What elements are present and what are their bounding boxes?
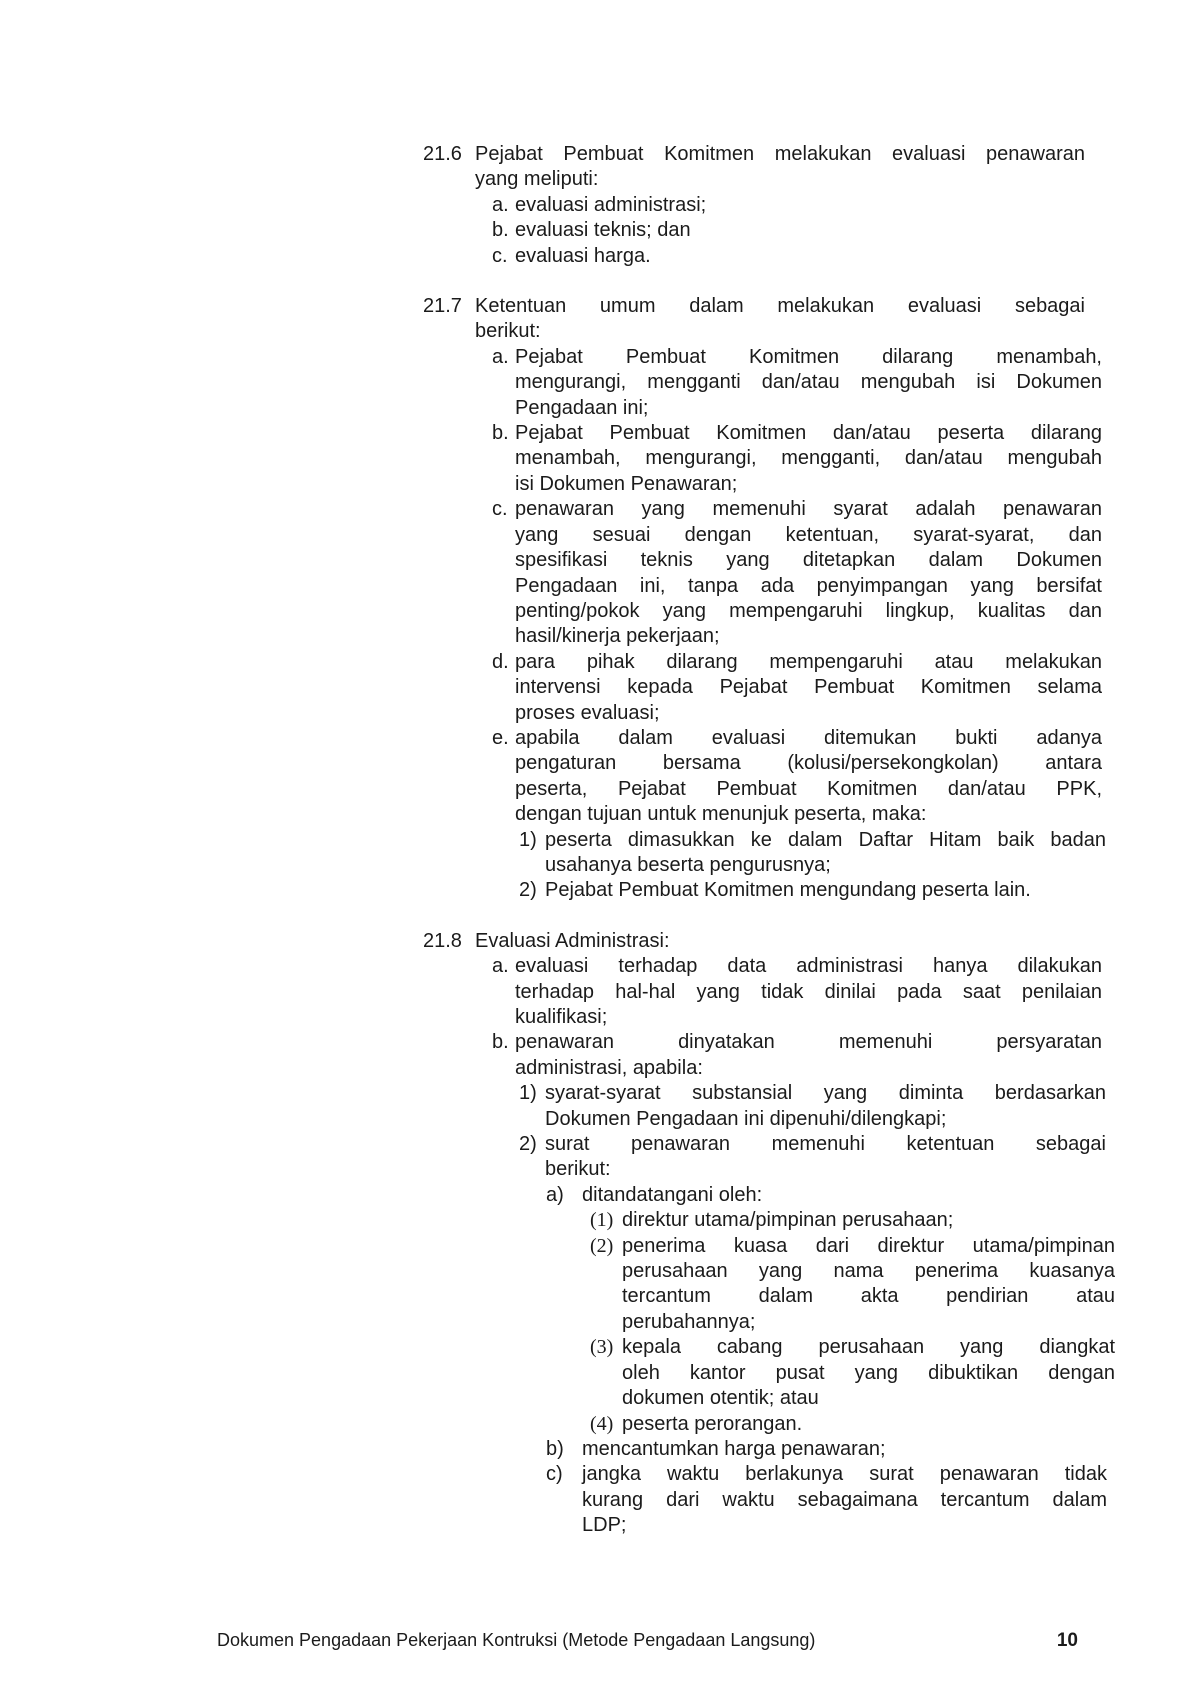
text-line: penerima kuasa dari direktur utama/pimpinan (622, 1234, 1115, 1257)
item-marker: 2) (519, 1133, 537, 1156)
text-line: Pengadaan ini; (515, 396, 649, 419)
item-list (515, 1081, 1115, 1538)
text-line: menambah, mengurangi, mengganti, dan/atau mengubah (515, 447, 1102, 470)
text-line: tercantum dalam akta pendirian atau (622, 1285, 1115, 1308)
text-line: direktur utama/pimpinan perusahaan; (622, 1209, 954, 1232)
text-line: LDP; (582, 1514, 627, 1537)
footer-title: Dokumen Pengadaan Pekerjaan Kontruksi (Metode Pengadaan Langsung) (217, 1630, 816, 1650)
clauses-container (423, 142, 1115, 1564)
text-line: peserta dimasukkan ke dalam Daftar Hitam baik badan (545, 828, 1106, 851)
text-line: administrasi, apabila: (515, 1056, 703, 1079)
text-line: kepala cabang perusahaan yang diangkat (622, 1336, 1115, 1359)
text-line: Pejabat Pembuat Komitmen mengundang peserta lain. (545, 879, 1031, 902)
text-line: intervensi kepada Pejabat Pembuat Komitmen selama (515, 676, 1102, 699)
text-line: Evaluasi Administrasi: (475, 929, 670, 952)
text-line: jangka waktu berlakunya surat penawaran tidak (582, 1463, 1107, 1486)
list-item (492, 954, 1102, 1030)
list-item (519, 878, 1106, 903)
item-marker: c) (546, 1463, 563, 1486)
item-marker: d. (492, 650, 509, 673)
item-marker: a. (492, 955, 509, 978)
list-item (519, 1081, 1106, 1132)
item-marker: 1) (519, 828, 537, 851)
item-body (515, 421, 1102, 497)
clause-number: 21.7 (423, 295, 462, 318)
text-line: penting/pokok yang mempengaruhi lingkup, kualitas dan (515, 599, 1102, 622)
list-item (492, 345, 1102, 421)
text-line: berikut: (475, 320, 541, 343)
text-line: evaluasi administrasi; (515, 193, 707, 216)
item-list (582, 1208, 1115, 1437)
item-marker: a. (492, 345, 509, 368)
item-list (475, 193, 1102, 269)
text-line: oleh kantor pusat yang dibuktikan dengan (622, 1361, 1115, 1384)
item-body (622, 1335, 1115, 1411)
list-item (492, 244, 1102, 269)
text-line: mencantumkan harga penawaran; (582, 1437, 886, 1460)
item-marker: (4) (590, 1412, 614, 1435)
clause-number: 21.6 (423, 143, 462, 165)
item-body (622, 1234, 1115, 1336)
clause-body (475, 142, 1085, 269)
list-item (492, 650, 1102, 726)
list-item (492, 193, 1102, 218)
text-line: spesifikasi teknis yang ditetapkan dalam Dokumen (515, 549, 1102, 572)
item-marker: (3) (590, 1336, 614, 1359)
item-body (545, 1081, 1106, 1132)
text-line: ditandatangani oleh: (582, 1183, 763, 1206)
item-body (515, 497, 1102, 649)
item-body (515, 1030, 1115, 1538)
item-marker: b. (492, 219, 509, 242)
text-line: dokumen otentik; atau (622, 1387, 819, 1410)
text-line: pengaturan bersama (kolusi/persekongkolan) antara (515, 752, 1102, 775)
item-body (515, 726, 1106, 904)
item-marker: (1) (590, 1209, 614, 1232)
text-line: Pejabat Pembuat Komitmen dilarang menambah, (515, 345, 1102, 368)
text-line: perusahaan yang nama penerima kuasanya (622, 1260, 1115, 1283)
text-line: Pejabat Pembuat Komitmen dan/atau peserta dilarang (515, 422, 1102, 445)
list-item (590, 1412, 1115, 1437)
text-line: Pengadaan ini, tanpa ada penyimpangan yang bersifat (515, 574, 1102, 597)
item-body (515, 218, 1102, 243)
text-line: penawaran dinyatakan memenuhi persyaratan (515, 1031, 1102, 1054)
text-line: terhadap hal-hal yang tidak dinilai pada saat penilaian (515, 980, 1102, 1003)
item-body (515, 193, 1102, 218)
text-line: dengan tujuan untuk menunjuk peserta, maka: (515, 803, 927, 826)
item-list (515, 828, 1106, 904)
text-line: isi Dokumen Penawaran; (515, 472, 738, 495)
text-line: surat penawaran memenuhi ketentuan sebagai (545, 1133, 1106, 1156)
list-item (546, 1183, 1115, 1437)
list-item (546, 1462, 1107, 1538)
list-item (492, 421, 1102, 497)
clause-body (475, 294, 1106, 904)
item-body (582, 1462, 1107, 1538)
text-line: Ketentuan umum dalam melakukan evaluasi sebagai (475, 295, 1085, 318)
item-body (545, 828, 1106, 879)
text-line: berikut: (545, 1158, 611, 1181)
list-item (492, 218, 1102, 243)
list-item (590, 1208, 1115, 1233)
item-marker: 1) (519, 1082, 537, 1105)
text-line: Pejabat Pembuat Komitmen melakukan evaluasi penawaran (475, 143, 1085, 165)
item-marker: a) (546, 1183, 564, 1206)
text-line: evaluasi teknis; dan (515, 219, 691, 242)
text-line: peserta, Pejabat Pembuat Komitmen dan/atau PPK, (515, 777, 1102, 800)
list-item (492, 1030, 1115, 1538)
text-line: yang meliputi: (475, 168, 599, 191)
text-line: apabila dalam evaluasi ditemukan bukti adanya (515, 726, 1102, 749)
clause-body (475, 929, 1115, 1539)
item-body (545, 878, 1106, 903)
clause (423, 142, 1085, 269)
text-line: hasil/kinerja pekerjaan; (515, 625, 720, 648)
list-item (519, 828, 1106, 879)
page-footer (217, 1628, 1078, 1653)
list-item (590, 1335, 1115, 1411)
item-marker: a. (492, 193, 509, 216)
item-body (582, 1183, 1115, 1437)
item-list (475, 954, 1115, 1538)
item-body (622, 1208, 1115, 1233)
clause-number: 21.8 (423, 929, 462, 952)
list-item (492, 726, 1106, 904)
item-marker: b. (492, 422, 509, 445)
item-body (622, 1412, 1115, 1437)
item-list (475, 345, 1106, 904)
page-number: 10 (1056, 1630, 1078, 1651)
item-body (515, 650, 1102, 726)
item-body (515, 244, 1102, 269)
list-item (519, 1132, 1115, 1539)
item-marker: (2) (590, 1234, 614, 1257)
list-item (590, 1234, 1115, 1336)
text-line: perubahannya; (622, 1310, 756, 1333)
item-marker: c. (492, 244, 508, 267)
item-body (515, 954, 1102, 1030)
text-line: Dokumen Pengadaan ini dipenuhi/dilengkapi; (545, 1107, 947, 1130)
clause (423, 929, 1115, 1539)
item-list (545, 1183, 1115, 1539)
text-line: evaluasi terhadap data administrasi hanya dilakukan (515, 955, 1102, 978)
text-line: para pihak dilarang mempengaruhi atau melakukan (515, 650, 1102, 673)
list-item (546, 1437, 1107, 1462)
text-line: yang sesuai dengan ketentuan, syarat-syarat, dan (515, 523, 1102, 546)
item-body (545, 1132, 1115, 1539)
text-line: kualifikasi; (515, 1006, 608, 1028)
text-line: peserta perorangan. (622, 1412, 803, 1435)
item-body (515, 345, 1102, 421)
item-body (582, 1437, 1107, 1462)
item-marker: c. (492, 498, 508, 521)
text-line: penawaran yang memenuhi syarat adalah penawaran (515, 498, 1102, 521)
item-marker: b. (492, 1031, 509, 1054)
text-line: evaluasi harga. (515, 244, 651, 267)
item-marker: b) (546, 1437, 564, 1460)
text-line: syarat-syarat substansial yang diminta berdasarkan (545, 1082, 1106, 1105)
text-line: mengurangi, mengganti dan/atau mengubah isi Dokumen (515, 371, 1102, 394)
text-line: kurang dari waktu sebagaimana tercantum dalam (582, 1488, 1107, 1511)
clause (423, 294, 1106, 904)
item-marker: e. (492, 726, 509, 749)
list-item (492, 497, 1102, 649)
item-marker: 2) (519, 879, 537, 902)
text-line: proses evaluasi; (515, 701, 660, 724)
text-line: usahanya beserta pengurusnya; (545, 853, 831, 876)
